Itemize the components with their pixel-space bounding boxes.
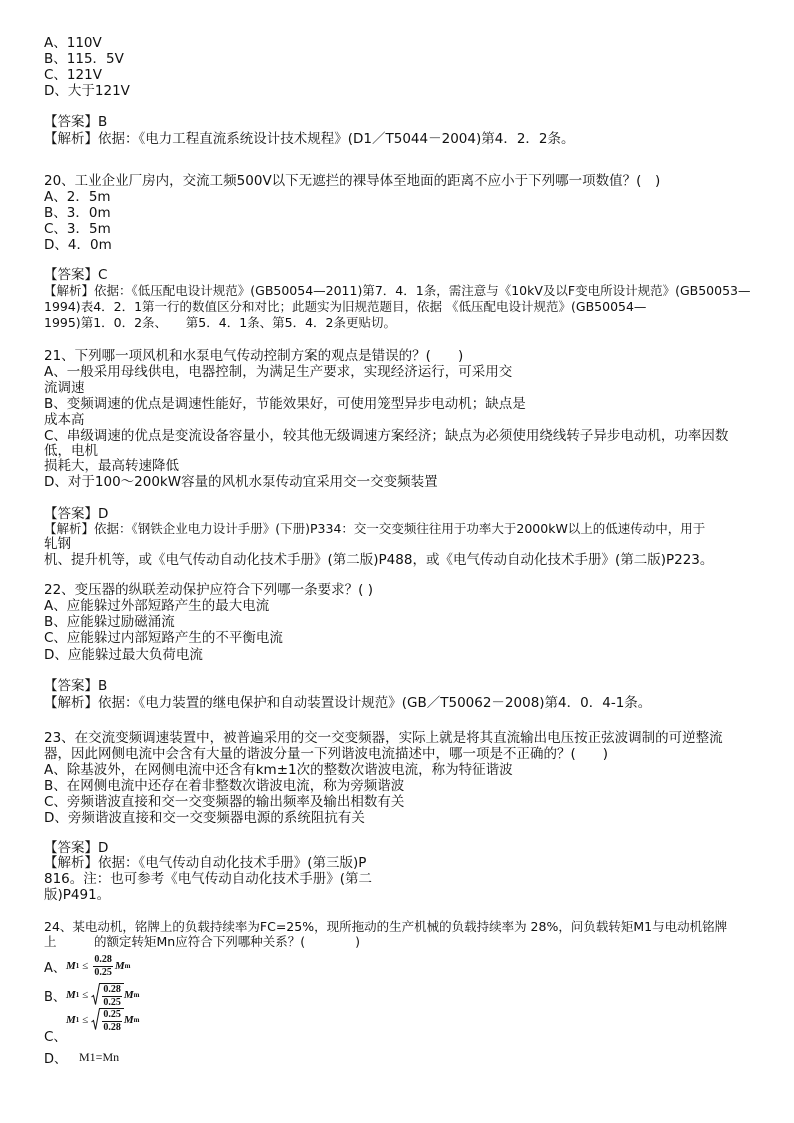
fraction	[102, 985, 122, 1008]
option-label: C、	[44, 1029, 67, 1045]
analysis-line: 机、提升机等，或《电气传动自动化技术手册》(第二版)P488，或《电气传动自动化技术手册》(第二版)P223。	[44, 552, 714, 568]
option-line: C、应能躲过内部短路产生的不平衡电流	[44, 630, 283, 646]
option-line: C、3．5m	[44, 221, 111, 237]
formula-rhs: M	[123, 989, 134, 1001]
formula-rhs-sub: m	[133, 1016, 140, 1024]
fraction-numerator: 0.28	[94, 953, 112, 965]
option-line: 流调速	[44, 380, 85, 396]
formula-b	[66, 983, 139, 1008]
answer-line: 【答案】B	[44, 114, 108, 130]
formula-c	[66, 1008, 139, 1033]
fraction-denominator: 0.28	[103, 1021, 121, 1033]
question-stem-line: 上 的额定转矩Mn应符合下列哪种关系？( )	[44, 934, 360, 949]
formula-lhs-sub: 1	[75, 1016, 80, 1024]
option-line: C、串级调速的优点是变流设备容量小，较其他无级调速方案经济；缺点为必须使用绕线转子异步电动机，功率因数	[44, 428, 729, 444]
fraction-numerator: 0.25	[103, 1008, 121, 1020]
option-line: D、大于121V	[44, 83, 130, 99]
formula-lhs: M	[66, 1014, 76, 1026]
question-stem-line: 24、某电动机，铭牌上的负载持续率为FC=25%，现所拖动的生产机械的负载持续率为 28%，问负载转矩M1与电动机铭牌	[44, 919, 728, 934]
option-d-text: M1=Mn	[79, 1049, 120, 1064]
option-line: C、121V	[44, 67, 102, 83]
analysis-line: 816。注：也可参考《电气传动自动化技术手册》(第二	[44, 871, 373, 887]
analysis-line: 【解析】依据：《钢铁企业电力设计手册》(下册)P334：交一交变频往往用于功率大于2000kW以上的低速传动中，用于	[44, 521, 706, 536]
option-label: D、	[44, 1051, 68, 1067]
option-line: B、变频调速的优点是调速性能好，节能效果好，可使用笼型异步电动机；缺点是	[44, 396, 526, 412]
option-d-line	[44, 1049, 119, 1065]
square-root	[91, 1008, 124, 1033]
analysis-line: 1995)第1．0．2条、 第5．4．1条、第5．4．2条更贴切。	[44, 315, 397, 330]
fraction-denominator: 0.25	[103, 996, 121, 1008]
answer-line: 【答案】D	[44, 506, 109, 522]
option-line: D、应能躲过最大负荷电流	[44, 647, 203, 663]
option-label: B、	[44, 989, 66, 1005]
option-line: A、一般采用母线供电，电器控制，为满足生产要求，实现经济运行，可采用交	[44, 364, 513, 380]
formula-lhs-sub: 1	[75, 991, 80, 999]
formula-rhs-sub: m	[133, 991, 140, 999]
radicand	[100, 983, 124, 1008]
formula-rhs: M	[123, 1014, 134, 1026]
radical-sign-icon	[91, 1008, 100, 1031]
option-label: A、	[44, 960, 66, 976]
answer-line: 【答案】B	[44, 678, 108, 694]
question-stem-line: 22、变压器的纵联差动保护应符合下列哪一条要求？( )	[44, 582, 374, 598]
square-root	[91, 983, 124, 1008]
question-stem-line: 器，因此网侧电流中会含有大量的谐波分量一下列谐波电流描述中，哪一项是不正确的？( )	[44, 746, 609, 762]
option-line: B、115．5V	[44, 51, 124, 67]
formula-lhs: M	[66, 989, 76, 1001]
question-stem-line: 21、下列哪一项风机和水泵电气传动控制方案的观点是错误的？( )	[44, 348, 464, 364]
option-line: B、在网侧电流中还存在着非整数次谐波电流，称为旁频谐波	[44, 778, 405, 794]
option-line: A、2．5m	[44, 189, 111, 205]
formula-rhs: M	[114, 960, 125, 972]
option-line: A、除基波外，在网侧电流中还含有km±1次的整数次谐波电流，称为特征谐波	[44, 762, 513, 778]
analysis-line: 【解析】依据：《低压配电设计规范》(GB50054—2011)第7．4．1条，需注意与《10kV及以F变电所设计规范》(GB50053—	[44, 283, 751, 298]
formula-a	[66, 955, 130, 978]
fraction	[102, 1010, 122, 1033]
formula-relation: ≤	[82, 960, 89, 972]
formula-relation: ≤	[82, 989, 89, 1001]
analysis-line: 【解析】依据：《电力装置的继电保护和自动装置设计规范》(GB／T50062－2008)第4．0．4-1条。	[44, 695, 652, 711]
option-line: 损耗大，最高转速降低	[44, 458, 179, 474]
option-line: D、4．0m	[44, 237, 112, 253]
fraction	[93, 955, 113, 978]
formula-lhs: M	[66, 960, 76, 972]
option-c-formula	[66, 1008, 139, 1032]
analysis-line: 【解析】依据：《电力工程直流系统设计技术规程》(D1／T5044－2004)第4．2．2条。	[44, 131, 575, 147]
option-line: 低，电机	[44, 443, 98, 459]
option-b-formula-line	[44, 983, 139, 1007]
formula-relation: ≤	[82, 1014, 89, 1026]
radicand	[100, 1008, 124, 1033]
answer-line: 【答案】D	[44, 840, 109, 856]
analysis-line: 版)P491。	[44, 887, 111, 903]
answer-line: 【答案】C	[44, 267, 108, 283]
question-stem-line: 23、在交流变频调速装置中，被普遍采用的交一交变频器，实际上就是将其直流输出电压按正弦波调制的可逆整流	[44, 730, 723, 746]
option-line: 成本高	[44, 412, 85, 428]
radical-sign-icon	[91, 983, 100, 1006]
option-line: B、3．0m	[44, 205, 111, 221]
analysis-line: 1994)表4．2．1第一行的数值区分和对比；此题实为旧规范题目，依据 《低压配电设计规范》(GB50054—	[44, 299, 647, 314]
option-line: A、110V	[44, 35, 102, 51]
analysis-line: 【解析】依据：《电气传动自动化技术手册》(第三版)P	[44, 855, 367, 871]
fraction-numerator: 0.28	[103, 983, 121, 995]
option-line: B、应能躲过励磁涌流	[44, 614, 175, 630]
fraction-denominator: 0.25	[94, 966, 112, 978]
option-line: A、应能躲过外部短路产生的最大电流	[44, 598, 270, 614]
question-stem-line: 20、工业企业厂房内，交流工频500V以下无遮拦的裸导体至地面的距离不应小于下列哪一项数值？( )	[44, 173, 661, 189]
analysis-line: 轧钢	[44, 536, 71, 552]
option-line: D、对于100～200kW容量的风机水泵传动宜采用交一交变频装置	[44, 474, 438, 490]
option-line: C、旁频谐波直接和交一交变频器的输出频率及输出相数有关	[44, 794, 405, 810]
option-a-formula-line	[44, 953, 131, 978]
formula-lhs-sub: 1	[75, 962, 80, 970]
formula-rhs-sub: m	[124, 962, 131, 970]
option-line: D、旁频谐波直接和交一交变频器电源的系统阻抗有关	[44, 810, 365, 826]
